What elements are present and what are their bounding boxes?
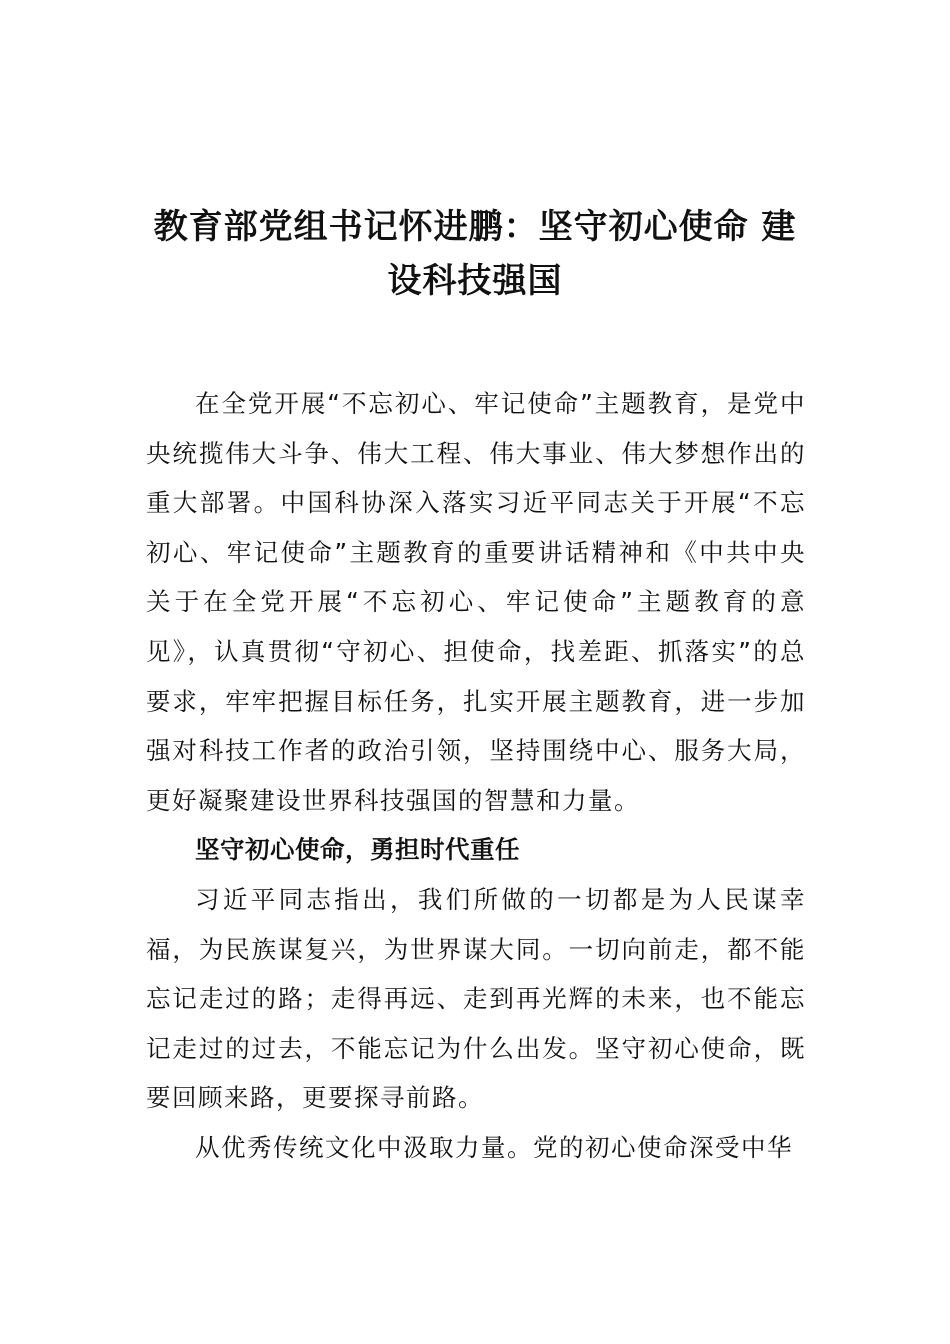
- body-paragraph: 在全党开展“不忘初心、牢记使命”主题教育，是党中央统揽伟大斗争、伟大工程、伟大事业、伟大梦想作出的重大部署。中国科协深入落实习近平同志关于开展“不忘初心、牢记使命”主题教育的重要讲话精神和《中共中央关于在全党开展“不忘初心、牢记使命”主题教育的意见》，认真贯彻“守初心、担使命，找差距、抓落实”的总要求，牢牢把握目标任务，扎实开展主题教育，进一步加强对科技工作者的政治引领，坚持围绕中心、服务大局，更好凝聚建设世界科技强国的智慧和力量。: [146, 389, 806, 815]
- body-paragraph: 从优秀传统文化中汲取力量。党的初心使命深受中华: [195, 1132, 793, 1162]
- document-title: 教育部党组书记怀进鹏：坚守初心使命 建设科技强国: [153, 207, 797, 301]
- document-body: [146, 379, 806, 1173]
- body-paragraph: 习近平同志指出，我们所做的一切都是为人民谋幸福，为民族谋复兴，为世界谋大同。一切向前走，都不能忘记走过的路；走得再远、走到再光辉的未来，也不能忘记走过的过去，不能忘记为什么出发。坚守初心使命，既要回顾来路，更要探寻前路。: [146, 884, 806, 1113]
- section-heading: 坚守初心使命，勇担时代重任: [195, 835, 520, 865]
